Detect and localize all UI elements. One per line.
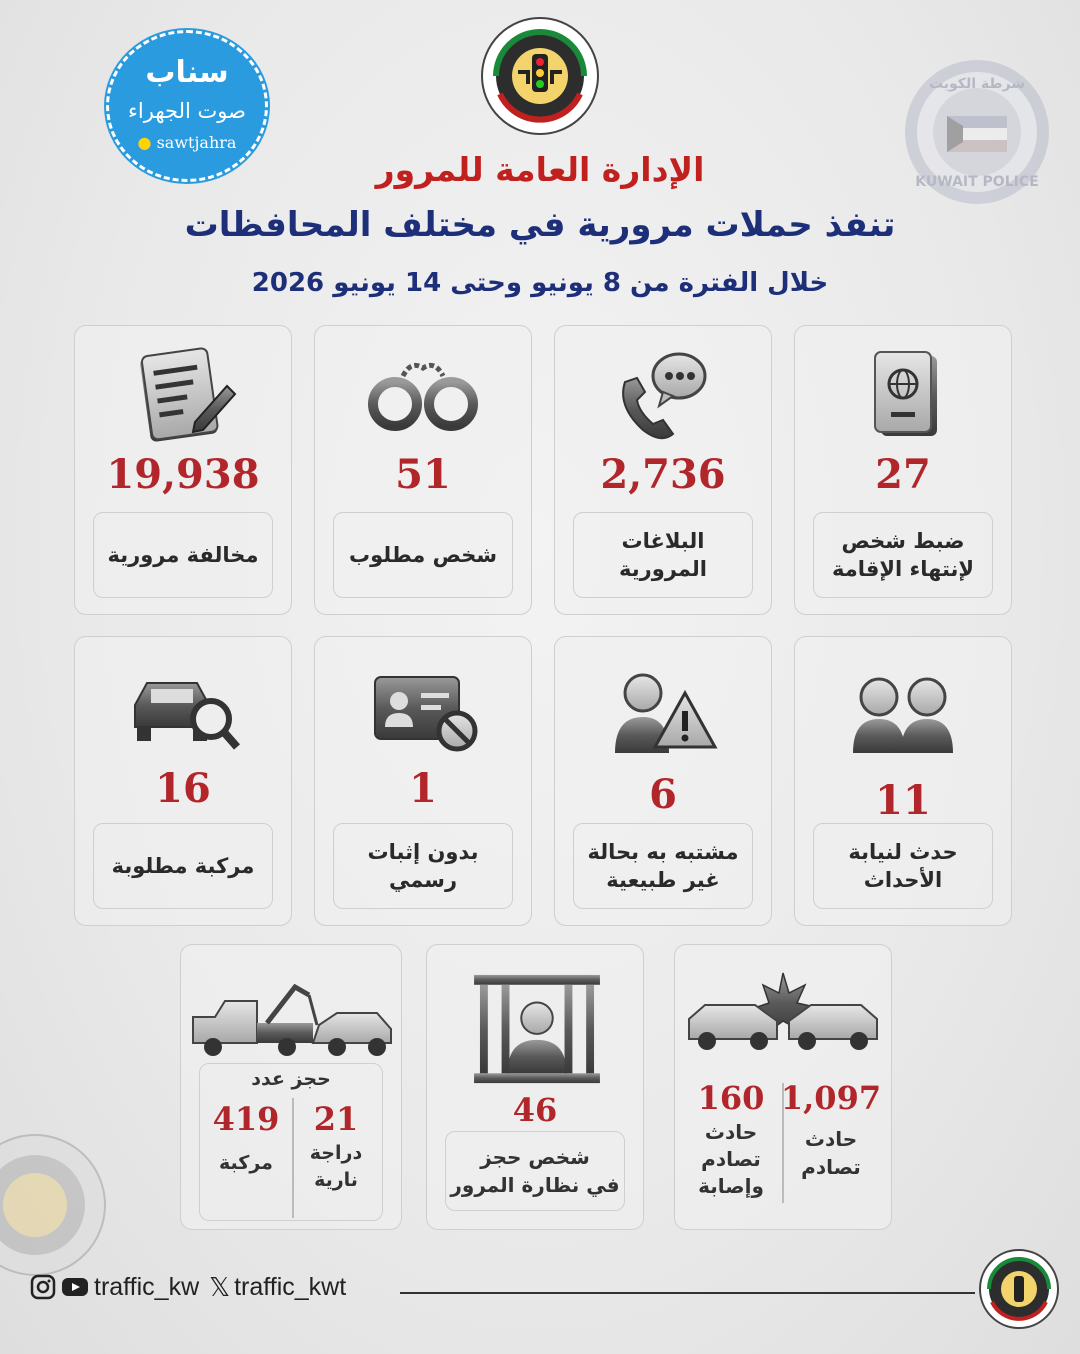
stat-label: شخص حجز في نظارة المرور — [445, 1131, 625, 1211]
snap-account-name: صوت الجهراء — [128, 99, 246, 123]
stat-label: بدون إثبات رسمي — [333, 823, 513, 909]
jail-icon — [467, 971, 607, 1089]
stat-card-detention — [426, 944, 644, 1230]
stat-label: البلاغات المرورية — [573, 512, 753, 598]
stat-value: 11 — [875, 777, 931, 824]
phone-chat-icon — [603, 346, 723, 446]
police-arabic-text: شرطة الكويت — [928, 76, 1026, 92]
car-crash-icon — [683, 965, 883, 1055]
impound-box — [199, 1063, 383, 1221]
stat-value: 27 — [875, 451, 931, 498]
impound-bikes — [290, 1100, 382, 1193]
passport-icon — [843, 346, 963, 446]
impound-title: حجز عدد — [251, 1068, 331, 1090]
page-subtitle: تنفذ حملات مرورية في مختلف المحافظات — [184, 205, 896, 245]
stat-value: 6 — [649, 771, 677, 818]
injury-accident-column — [683, 1079, 779, 1200]
juveniles-icon — [843, 657, 963, 757]
stat-card-suspects — [554, 636, 772, 926]
stat-value: 1 — [409, 765, 437, 812]
page-title: الإدارة العامة للمرور — [375, 150, 705, 189]
instagram-icon[interactable] — [30, 1274, 56, 1300]
stat-card-wanted-persons — [314, 325, 532, 615]
stat-label: حدث لنيابة الأحداث — [813, 823, 993, 909]
stat-value: 2,736 — [600, 451, 726, 498]
stat-card-juveniles — [794, 636, 1012, 926]
youtube-icon[interactable] — [60, 1274, 90, 1300]
no-id-icon — [363, 657, 483, 757]
stat-label: مركبة مطلوبة — [93, 823, 273, 909]
cars-label: مركبة — [219, 1152, 273, 1174]
accident-label: حادث تصادم — [801, 1127, 861, 1179]
stat-card-residency — [794, 325, 1012, 615]
x-icon[interactable]: 𝕏 — [209, 1271, 231, 1302]
traffic-department-emblem — [478, 14, 602, 138]
stat-label: شخص مطلوب — [333, 512, 513, 598]
snap-brand: سناب — [145, 55, 229, 90]
stat-value: 16 — [155, 765, 211, 812]
injury-accident-label: حادث تصادم وإصابة — [698, 1120, 764, 1198]
handcuffs-icon — [363, 346, 483, 446]
bikes-value: 21 — [313, 1100, 359, 1138]
footer-divider — [400, 1292, 975, 1294]
traffic-department-emblem-small — [978, 1248, 1060, 1330]
stat-card-reports — [554, 325, 772, 615]
accident-value: 1,097 — [780, 1079, 882, 1117]
handle-x[interactable]: traffic_kwt — [234, 1272, 347, 1301]
snapchat-ghost-icon: ● — [137, 133, 152, 152]
date-range: خلال الفترة من 8 يونيو وحتى 14 يونيو 2026 — [251, 268, 829, 298]
wanted-vehicle-icon — [123, 657, 243, 757]
cars-value: 419 — [212, 1100, 280, 1138]
impound-cars — [200, 1100, 292, 1174]
stat-label: مخالفة مرورية — [93, 512, 273, 598]
footer-social — [30, 1270, 346, 1304]
stat-label: ضبط شخص لإنتهاء الإقامة — [813, 512, 993, 598]
stat-label: مشتبه به بحالة غير طبيعية — [573, 823, 753, 909]
violation-form-icon — [123, 346, 243, 446]
stat-value: 19,938 — [106, 451, 260, 498]
handle-instagram-youtube[interactable]: traffic_kw — [94, 1272, 200, 1301]
stat-card-no-id — [314, 636, 532, 926]
accident-column — [779, 1079, 883, 1181]
stat-card-accidents — [674, 944, 892, 1230]
bikes-label: دراجة نارية — [309, 1142, 363, 1191]
stat-card-violations — [74, 325, 292, 615]
snap-handle: ● sawtjahra — [137, 133, 237, 152]
stat-card-wanted-vehicles — [74, 636, 292, 926]
tow-truck-icon — [187, 973, 397, 1063]
stat-value: 46 — [512, 1091, 558, 1129]
police-english-text: KUWAIT POLICE — [915, 174, 1039, 190]
injury-accident-value: 160 — [697, 1079, 765, 1117]
stat-value: 51 — [395, 451, 451, 498]
stat-card-impound — [180, 944, 402, 1230]
suspect-warning-icon — [603, 657, 723, 757]
corner-emblem-watermark — [0, 1130, 110, 1280]
